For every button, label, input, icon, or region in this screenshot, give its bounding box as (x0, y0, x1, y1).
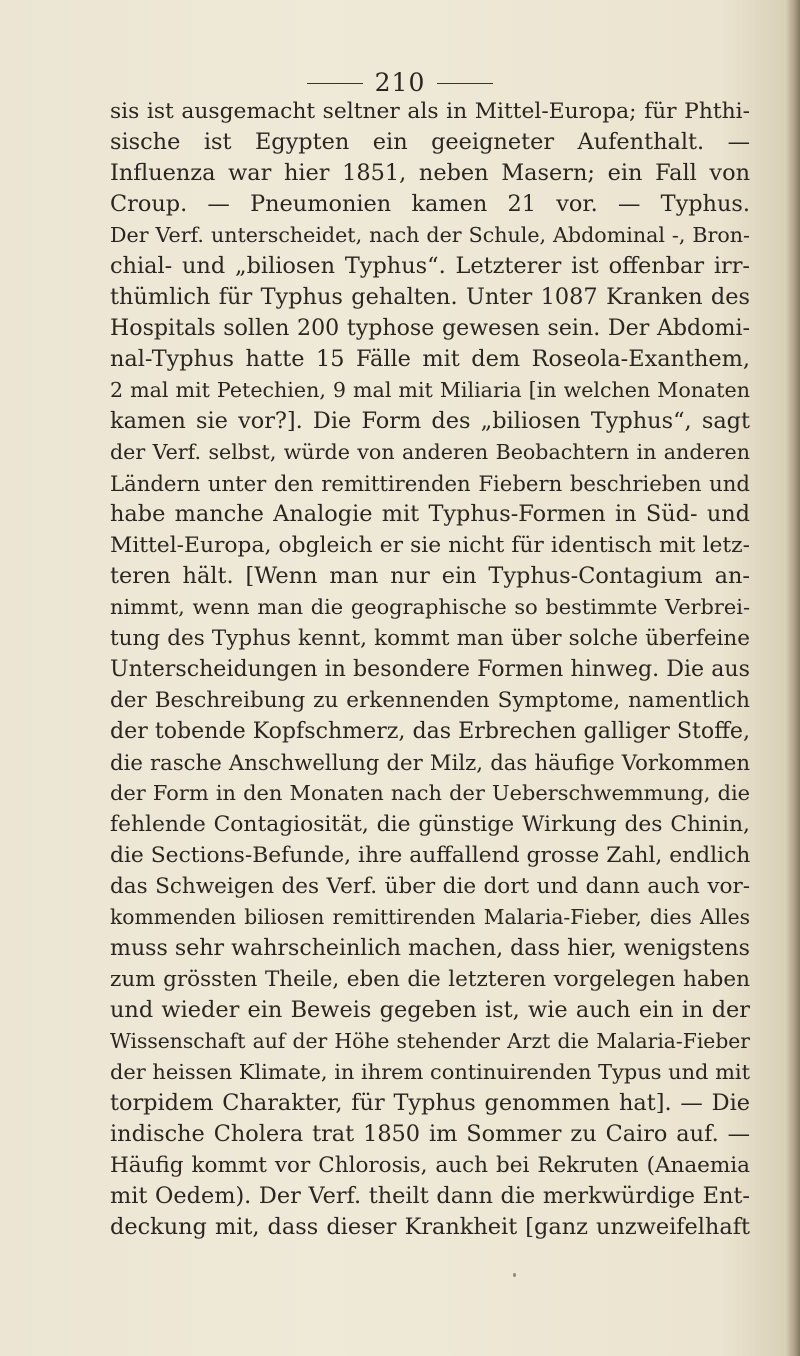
text-line: Ländern unter den remittirenden Fiebern beschrieben und (110, 471, 750, 496)
text-line: zum grössten Theile, eben die letzteren vorgelegen haben (110, 967, 750, 992)
text-line: Influenza war hier 1851, neben Masern; ein Fall von (110, 160, 750, 186)
text-line: deckung mit, dass dieser Krankheit [ganz unzweifelhaft (110, 1214, 750, 1240)
text-line: kamen sie vor?]. Die Form des „biliosen Typhus“, sagt (110, 408, 750, 434)
text-line: sische ist Egypten ein geeigneter Aufenthalt. — (110, 129, 750, 155)
text-line: nimmt, wenn man die geographische so bestimmte Verbrei- (110, 595, 750, 619)
text-line: muss sehr wahrscheinlich machen, dass hier, wenigstens (110, 935, 750, 961)
text-line: chial- und „biliosen Typhus“. Letzterer ist offenbar irr- (110, 253, 750, 279)
body-text (110, 96, 750, 1243)
text-line: tung des Typhus kennt, kommt man über solche überfeine (110, 626, 750, 651)
text-line: sis ist ausgemacht seltner als in Mittel-Europa; für Phthi- (110, 99, 750, 124)
text-line: Hospitals sollen 200 typhose gewesen sein. Der Abdomi- (110, 315, 750, 341)
text-line: die Sections-Befunde, ihre auffallend grosse Zahl, endlich (110, 843, 750, 868)
text-line: teren hält. [Wenn man nur ein Typhus-Contagium an- (110, 563, 750, 589)
text-line: Unterscheidungen in besondere Formen hinweg. Die aus (110, 656, 750, 682)
text-line: habe manche Analogie mit Typhus-Formen in Süd- und (110, 501, 750, 527)
text-line: kommenden biliosen remittirenden Malaria-Fieber, dies Alles (110, 905, 750, 929)
text-line: indische Cholera trat 1850 im Sommer zu Cairo auf. — (110, 1121, 750, 1147)
text-line: Croup. — Pneumonien kamen 21 vor. — Typhus. (110, 191, 750, 217)
text-line: und wieder ein Beweis gegeben ist, wie auch ein in der (110, 997, 750, 1023)
text-line: fehlende Contagiosität, die günstige Wirkung des Chinin, (110, 812, 750, 837)
page-header (0, 68, 800, 98)
ink-speck (513, 1273, 516, 1277)
text-line: der heissen Klimate, in ihrem continuirenden Typus und mit (110, 1060, 750, 1084)
text-line: der tobende Kopfschmerz, das Erbrechen galliger Stoffe, (110, 718, 750, 744)
text-line: die rasche Anschwellung der Milz, das häufige Vorkommen (110, 750, 750, 775)
header-rule-left (307, 83, 363, 84)
text-line: Mittel-Europa, obgleich er sie nicht für identisch mit letz- (110, 533, 750, 558)
text-line: der Form in den Monaten nach der Ueberschwemmung, die (110, 781, 750, 805)
header-rule-right (437, 83, 493, 84)
text-line: nal-Typhus hatte 15 Fälle mit dem Roseola-Exanthem, (110, 346, 750, 372)
page-number: 210 (374, 68, 426, 97)
text-line: thümlich für Typhus gehalten. Unter 1087 Kranken des (110, 284, 750, 310)
text-line: torpidem Charakter, für Typhus genommen hat]. — Die (110, 1090, 750, 1116)
text-line: Wissenschaft auf der Höhe stehender Arzt die Malaria-Fieber (110, 1029, 750, 1053)
text-line: das Schweigen des Verf. über die dort und dann auch vor- (110, 874, 750, 899)
text-line: der Verf. selbst, würde von anderen Beobachtern in anderen (110, 440, 750, 464)
text-line: 2 mal mit Petechien, 9 mal mit Miliaria [in welchen Monaten (110, 378, 750, 402)
text-line: Häufig kommt vor Chlorosis, auch bei Rekruten (Anaemia (110, 1153, 750, 1178)
text-line: Der Verf. unterscheidet, nach der Schule, Abdominal -, Bron- (110, 223, 750, 247)
text-line: der Beschreibung zu erkennenden Symptome, namentlich (110, 688, 750, 713)
text-line: mit Oedem). Der Verf. theilt dann die merkwürdige Ent- (110, 1183, 750, 1209)
page-edge-shadow (786, 0, 800, 1356)
